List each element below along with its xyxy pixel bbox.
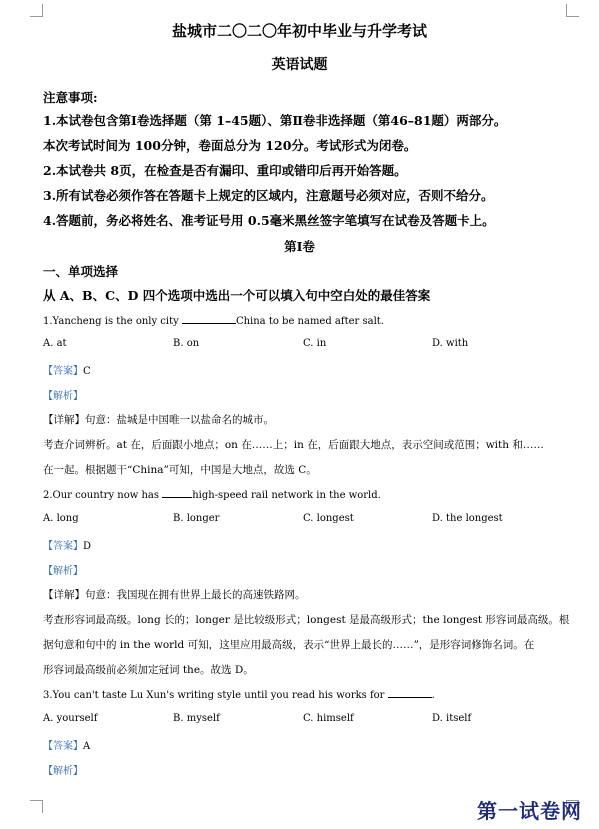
crop-mark-bottom-left [30, 800, 43, 813]
question-2-stem-end: high-speed rail network in the world. [192, 490, 381, 501]
detail-text: 句意：盐城是中国唯一以盐命名的城市。 [85, 414, 274, 426]
detail-tag: 【详解】 [43, 414, 85, 426]
analysis-tag: 【解析】 [43, 566, 83, 577]
question-2-option-a: A. long [43, 513, 79, 524]
question-1-explanation: 考查介词辨析。at 在，后面跟小地点；on 在……上；in 在，后面跟大地点，表示空间或范围；with 和…… [43, 439, 544, 451]
question-2-option-c: C. longest [303, 513, 354, 524]
question-2-option-d: D. the longest [432, 513, 503, 524]
question-2-explanation: 考查形容词最高级。long 长的；longer 是比较级形式；longest 是最高级形式；the longest 形容词最高级。根 [43, 614, 570, 626]
answer-value: D [83, 541, 92, 552]
answer-tag: 【答案】 [43, 366, 83, 377]
question-1-stem-start: 1.Yancheng is the only city [43, 316, 182, 327]
question-2-answer [43, 537, 91, 552]
crop-mark-top-right [566, 4, 579, 17]
section-instruction: 从 A、B、C、D 四个选项中选出一个可以填入句中空白处的最佳答案 [43, 288, 431, 303]
question-2-option-b: B. longer [173, 513, 220, 524]
crop-mark-top-left [30, 4, 43, 17]
answer-value: A [83, 741, 91, 752]
question-3-option-c: C. himself [303, 713, 354, 724]
question-3-stem-end: . [431, 690, 435, 701]
notice-line: 本次考试时间为 100分钟，卷面总分为 120分。考试形式为闭卷。 [43, 138, 417, 153]
exam-title: 盐城市二〇二〇年初中毕业与升学考试 [171, 22, 427, 40]
answer-blank [162, 488, 192, 498]
question-1-answer [43, 362, 91, 377]
question-1-stem-end: China to be named after salt. [235, 316, 384, 327]
question-2-detail [43, 587, 306, 602]
question-2-explanation: 据句意和句中的 in the world 可知，这里应用最高级，表示“世界上最长的……”，是形容词修饰名词。在 [43, 639, 535, 651]
notice-line: 1.本试卷包含第Ⅰ卷选择题（第 1–45题）、第Ⅱ卷非选择题（第46–81题）两部分。 [43, 113, 507, 128]
question-3-option-b: B. myself [173, 713, 220, 724]
site-watermark: 第一试卷网 [477, 799, 582, 823]
question-3-option-a: A. yourself [43, 713, 98, 724]
question-3-option-d: D. itself [432, 713, 472, 724]
notice-line: 2.本试卷共 8页，在检查是否有漏印、重印或错印后再开始答题。 [43, 163, 407, 178]
detail-text: 句意：我国现在拥有世界上最长的高速铁路网。 [85, 589, 306, 601]
question-2-stem [43, 488, 381, 501]
answer-blank [388, 688, 432, 698]
notice-line: 4.答题前，务必将姓名、准考证号用 0.5毫米黑丝签字笔填写在试卷及答题卡上。 [43, 213, 495, 228]
answer-tag: 【答案】 [43, 741, 83, 752]
question-1-explanation: 在一起。根据题干“China”可知，中国是大地点，故选 C。 [43, 464, 317, 476]
answer-tag: 【答案】 [43, 541, 83, 552]
question-1-option-b: B. on [173, 338, 200, 349]
part-heading: 第Ⅰ卷 [284, 239, 315, 254]
analysis-tag: 【解析】 [43, 391, 83, 402]
detail-tag: 【详解】 [43, 589, 85, 601]
question-1-option-a: A. at [43, 338, 67, 349]
notice-line: 3.所有试卷必须作答在答题卡上规定的区域内，注意题号必须对应，否则不给分。 [43, 188, 494, 203]
question-3-stem-start: 3.You can't taste Lu Xun's writing style until you read his works for [43, 690, 388, 701]
answer-value: C [83, 366, 91, 377]
answer-blank [182, 314, 236, 324]
question-3-stem [43, 688, 435, 701]
section-heading: 一、单项选择 [43, 264, 119, 279]
question-2-stem-start: 2.Our country now has [43, 490, 163, 501]
notice-heading: 注意事项: [43, 90, 98, 105]
question-1-detail [43, 412, 274, 427]
question-1-option-d: D. with [432, 338, 469, 349]
analysis-tag: 【解析】 [43, 766, 83, 777]
exam-subtitle: 英语试题 [271, 57, 328, 73]
question-2-explanation: 形容词最高级前必须加定冠词 the。故选 D。 [43, 664, 254, 676]
question-1-option-c: C. in [303, 338, 327, 349]
question-3-answer [43, 737, 90, 752]
question-1-stem [43, 314, 384, 327]
